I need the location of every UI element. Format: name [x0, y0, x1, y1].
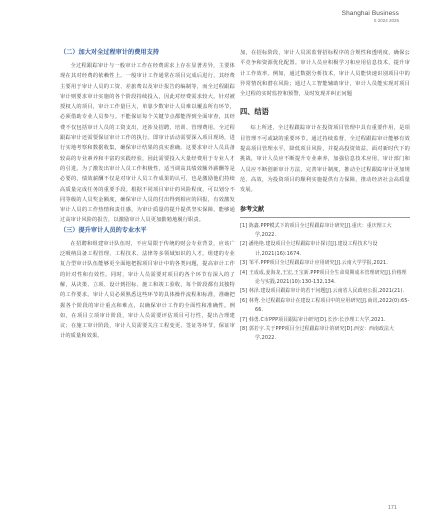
- reference-item: [6] 林秀.全过程跟踪审计在建设工程项目中的应用研究[J].商讯,2022(0):65-66.: [240, 297, 410, 314]
- page-number: 171: [387, 505, 397, 511]
- left-column: [60, 48, 235, 342]
- section-title-professional-level: （三）提升审计人员的专业水平: [60, 226, 147, 234]
- right-column: [240, 48, 410, 344]
- reference-item: [7] 韩勇.C市PPP项目跟踪审计研究[D].长沙:长沙理工大学,2021.: [240, 316, 386, 323]
- continued-paragraph: 加，在招标阶段，审计人员需监督招标程序的合规性和透明度，确保公平竞争和资源优化配置。审计人员应积极学习和应用信息技术，提升审计工作效率。例如，通过数据分析技术，审计人员能快速识别项目中的异常情况和潜在风险；通过人工智能辅助审计，审计人员能实现对项目全过程的实时监控和预警，及时发现并纠正问题: [240, 50, 410, 98]
- reference-item: [4] 王成成,姜海龙,王宏,王宝新.PPP项目全生命周期成本管理研究[J].价格理论与实践,2021(10):130-132,134.: [240, 269, 407, 285]
- journal-header: [342, 10, 399, 23]
- conclusion-body: 综上所述，全过程跟踪审计在投资项目管理中具有重要作用，是项目管理不可或缺的重要环节。通过持续监督，全过程跟踪审计能够有效提高项目管理水平，降低项目风险，并提高投资效益。面对新时代下的挑战，审计人员应不断提升专业素养，加强信息技术应用，审计部门和人员应不断创新审计方法，完善审计制度，推动全过程跟踪审计更加规范、高效，为投资项目的顺利实施提供有力保障，推动经济社会高质量发展。: [240, 125, 410, 194]
- reference-item: [2] 潘艳艳.建设项目全过程跟踪审计探讨[J].建设工程技术与设计,2021(16):1674.: [240, 241, 378, 257]
- reference-item: [8] 郭若宇.关于PPP项目全过程跟踪审计的研究[D].西安：西南政法大学,2022.: [240, 326, 394, 342]
- reference-item: [5] 林泽.建设项目跟踪审计的若干问题[J].云南省人民政府公报,2021(21).: [240, 288, 405, 295]
- reference-item: [1] 陈鑫.PPP模式下的项目全过程跟踪审计研究[J].重庆：重庆理工大学,2022.: [240, 222, 392, 238]
- references-list: [240, 222, 410, 344]
- journal-issue: 5 2024 2025: [373, 18, 399, 23]
- section-body-professional-level: 在招聘和组建审计队伍时，不应局限于传统的财会专业背景，应该广泛吸纳具备工程管理、工程技术、法律等多领域知识的人才。组建的专业复合型审计队伍能够更全面地把握项目审计中的各类问题，提高审计工作的针对性和有效性。同时，审计人员需要对项目的各个环节有深入的了解，从决策、立项、设计到招标、施工和竣工验收，每个阶段都有其独特的工作要求。审计人员必须熟悉这些环节的具体操作流程和标准，准确把握各个阶段的审计重点和难点，以确保审计工作的全面性和准确性。例如，在项目立项审计阶段，审计人员需要评估项目可行性，提出合理建议；在施工审计阶段，审计人员需要关注工程变更、签证等环节，保证审计的质量和效果。: [60, 240, 235, 340]
- conclusion-heading: 四、结语: [240, 107, 269, 117]
- journal-name: Shanghai Business: [341, 10, 399, 17]
- section-title-fee-support: （二）加大对全过程审计的费用支持: [60, 49, 159, 56]
- references-title: 参考文献: [240, 205, 265, 213]
- references-divider: [240, 217, 410, 218]
- reference-item: [3] 邹平.PPP项目全过程跟踪审计应用研究[J].云南大学学报,2021.: [240, 260, 388, 267]
- section-body-fee-support: 全过程跟踪审计与一般审计工作在经费需求上存在显著差异，主要体现在其对经费的依赖性上。一般审计工作通常在项目完成后进行，其经费主要用于审计人员的工资、差旅费以及审计报告的编制等，而全过程跟踪审计则要求审计实施的各个阶段持续投入，因此对经费需求较大。针对被授权人的项目，审计工作量巨大，单靠少数审计人员难以覆盖所有环节，必须借助专业人员参与。不能保证每个关键节点都能得到全面审查，其经费不仅包括审计人员的工资支出，还涉及招聘、培训、管理费用。全过程跟踪审计还需要保证审计工作的执行。即审计活动需要深入项目现场，进行实地考察和数据收集，确保审计结果的真实准确。这要求审计人员具备较高的专业素养和丰富的实践经验，因此需要投入大量经费用于专业人才的引进。为了激发出审计人员工作积极性，适当调高其绩效额外薪酬等是必要的，绩效薪酬不仅是对审计人员工作成果的认可，也是激励他们持续高质量完成任务的重要手段。根据不同项目审计的风险程度，可以划分不同等级的人员奖金额度，确保审计人员的付出得到相应的回报，有效激发审计人员的工作热情和责任感，为审计质量的提升提供坚实保障，能够通过高审计风险的报告，以激励审计人员更加勤勉地履行职责。: [60, 63, 235, 224]
